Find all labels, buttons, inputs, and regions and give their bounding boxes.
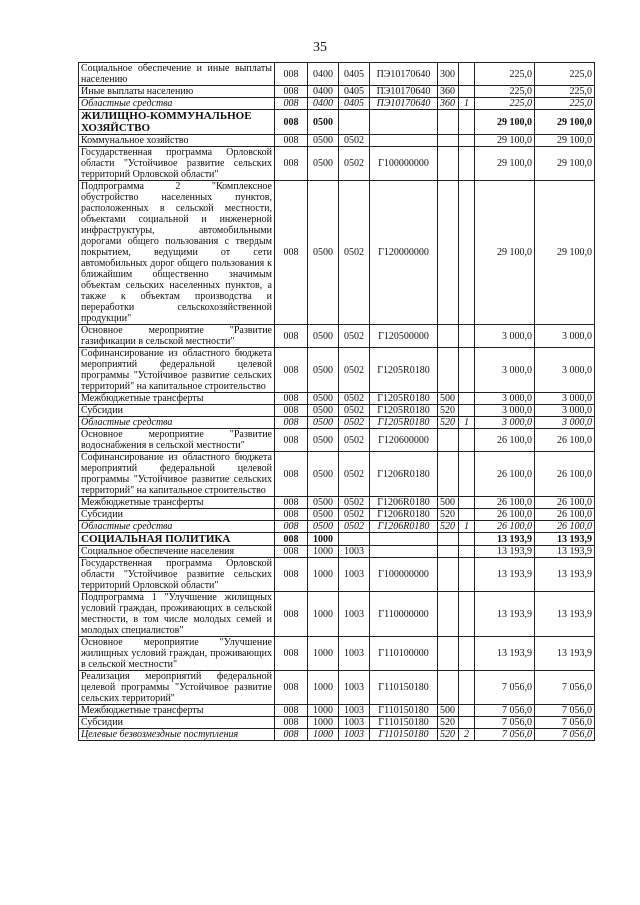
cell-name: Подпрограмма 1 "Улучшение жилищных условий граждан, проживающих в сельской местности, в том числе молодых семей и молодых специалистов" [79, 592, 275, 637]
cell-amount-2: 29 100,0 [535, 181, 595, 325]
cell-amount-1: 225,0 [475, 63, 535, 86]
cell-expense-type [438, 348, 459, 393]
cell-subsection-code: 1003 [339, 558, 370, 592]
cell-ministry-code: 008 [275, 521, 308, 533]
cell-section-code: 0500 [308, 452, 339, 497]
cell-section-code: 0500 [308, 181, 339, 325]
cell-expense-type: 500 [438, 705, 459, 717]
cell-amount-2: 13 193,9 [535, 637, 595, 671]
cell-target-article: Г110150180 [370, 705, 438, 717]
cell-amount-1: 3 000,0 [475, 348, 535, 393]
cell-expense-type [438, 429, 459, 452]
cell-amount-1: 3 000,0 [475, 393, 535, 405]
table-row [79, 533, 595, 546]
cell-subsection-code: 0502 [339, 135, 370, 147]
cell-section-code: 1000 [308, 729, 339, 741]
cell-amount-1: 26 100,0 [475, 497, 535, 509]
cell-expense-type [438, 637, 459, 671]
cell-ministry-code: 008 [275, 497, 308, 509]
cell-subsection-code: 0502 [339, 393, 370, 405]
cell-section-code: 1000 [308, 717, 339, 729]
cell-section-code: 0500 [308, 348, 339, 393]
cell-subsection-code: 0502 [339, 325, 370, 348]
cell-name: Социальное обеспечение и иные выплаты населению [79, 63, 275, 86]
cell-target-article [370, 110, 438, 135]
cell-subsection-code: 1003 [339, 705, 370, 717]
cell-section-code: 0500 [308, 110, 339, 135]
cell-amount-2: 26 100,0 [535, 521, 595, 533]
cell-funding-source [459, 110, 475, 135]
table-row [79, 147, 595, 181]
cell-funding-source [459, 147, 475, 181]
cell-subsection-code: 0502 [339, 348, 370, 393]
cell-subsection-code: 0405 [339, 86, 370, 98]
cell-subsection-code: 0502 [339, 521, 370, 533]
cell-amount-2: 13 193,9 [535, 558, 595, 592]
cell-funding-source [459, 348, 475, 393]
cell-target-article: Г1206R0180 [370, 521, 438, 533]
cell-ministry-code: 008 [275, 98, 308, 110]
cell-amount-2: 225,0 [535, 63, 595, 86]
cell-ministry-code: 008 [275, 509, 308, 521]
cell-expense-type: 520 [438, 509, 459, 521]
cell-amount-2: 13 193,9 [535, 546, 595, 558]
cell-expense-type: 520 [438, 717, 459, 729]
cell-expense-type [438, 592, 459, 637]
table-row [79, 671, 595, 705]
cell-funding-source [459, 592, 475, 637]
cell-amount-1: 3 000,0 [475, 325, 535, 348]
cell-section-code: 0400 [308, 63, 339, 86]
table-row [79, 86, 595, 98]
cell-funding-source [459, 497, 475, 509]
cell-amount-1: 3 000,0 [475, 417, 535, 429]
cell-target-article: Г110150180 [370, 729, 438, 741]
cell-amount-1: 13 193,9 [475, 637, 535, 671]
cell-name: Субсидии [79, 509, 275, 521]
table-row [79, 637, 595, 671]
cell-ministry-code: 008 [275, 452, 308, 497]
cell-section-code: 0500 [308, 417, 339, 429]
cell-section-code: 0500 [308, 497, 339, 509]
cell-expense-type: 360 [438, 86, 459, 98]
cell-amount-1: 29 100,0 [475, 147, 535, 181]
cell-funding-source [459, 429, 475, 452]
cell-ministry-code: 008 [275, 717, 308, 729]
cell-name: СОЦИАЛЬНАЯ ПОЛИТИКА [79, 533, 275, 546]
cell-expense-type [438, 325, 459, 348]
cell-funding-source [459, 671, 475, 705]
cell-amount-1: 3 000,0 [475, 405, 535, 417]
cell-expense-type [438, 110, 459, 135]
cell-amount-1: 13 193,9 [475, 592, 535, 637]
cell-name: Софинансирование из областного бюджета мероприятий федеральной целевой программы "Устойчивое развитие сельских территорий" на капитальное строительство [79, 452, 275, 497]
cell-name: Субсидии [79, 405, 275, 417]
cell-expense-type [438, 671, 459, 705]
cell-funding-source [459, 637, 475, 671]
cell-name: Основное мероприятие "Развитие газификации в сельской местности" [79, 325, 275, 348]
cell-name: Областные средства [79, 417, 275, 429]
cell-subsection-code: 0405 [339, 98, 370, 110]
cell-name: Целевые безвозмездные поступления [79, 729, 275, 741]
cell-target-article: Г110100000 [370, 637, 438, 671]
table-row [79, 521, 595, 533]
cell-amount-1: 13 193,9 [475, 558, 535, 592]
cell-section-code: 1000 [308, 592, 339, 637]
cell-amount-2: 29 100,0 [535, 110, 595, 135]
cell-ministry-code: 008 [275, 558, 308, 592]
cell-name: Подпрограмма 2 "Комплексное обустройство населенных пунктов, расположенных в сельской местности, объектами социальной и инженерной инфраструктуры, автомобильными дорогами общего пользования с твердым покрытием, ведущими от сети автомобильных дорог общего пользования к ближайшим общественно значимым объектам сельских населенных пунктов, а также к объектам производства и переработки сельскохозяйственной продукции" [79, 181, 275, 325]
cell-funding-source [459, 558, 475, 592]
budget-table [78, 62, 595, 741]
table-row [79, 63, 595, 86]
cell-subsection-code: 0502 [339, 429, 370, 452]
cell-expense-type: 500 [438, 497, 459, 509]
cell-funding-source [459, 325, 475, 348]
cell-ministry-code: 008 [275, 63, 308, 86]
table-row [79, 348, 595, 393]
cell-section-code: 0500 [308, 521, 339, 533]
cell-name: Коммунальное хозяйство [79, 135, 275, 147]
cell-name: Основное мероприятие "Улучшение жилищных условий граждан, проживающих в сельской местности" [79, 637, 275, 671]
cell-amount-1: 225,0 [475, 86, 535, 98]
cell-target-article: Г100000000 [370, 147, 438, 181]
cell-name: Межбюджетные трансферты [79, 393, 275, 405]
table-row [79, 452, 595, 497]
cell-ministry-code: 008 [275, 86, 308, 98]
cell-expense-type [438, 147, 459, 181]
cell-section-code: 0400 [308, 86, 339, 98]
cell-subsection-code: 1003 [339, 637, 370, 671]
table-body [79, 63, 595, 741]
cell-ministry-code: 008 [275, 110, 308, 135]
cell-ministry-code: 008 [275, 429, 308, 452]
cell-subsection-code: 0502 [339, 452, 370, 497]
cell-expense-type: 300 [438, 63, 459, 86]
cell-section-code: 0500 [308, 393, 339, 405]
cell-target-article: Г110150180 [370, 717, 438, 729]
cell-name: Реализация мероприятий федеральной целевой программы "Устойчивое развитие сельских территорий" [79, 671, 275, 705]
cell-section-code: 0500 [308, 135, 339, 147]
cell-amount-2: 3 000,0 [535, 348, 595, 393]
cell-name: Государственная программа Орловской области "Устойчивое развитие сельских территорий Орловской области" [79, 558, 275, 592]
cell-section-code: 0400 [308, 98, 339, 110]
cell-expense-type: 500 [438, 393, 459, 405]
cell-target-article [370, 533, 438, 546]
cell-funding-source [459, 393, 475, 405]
cell-expense-type: 520 [438, 417, 459, 429]
cell-ministry-code: 008 [275, 705, 308, 717]
cell-section-code: 1000 [308, 546, 339, 558]
cell-expense-type [438, 452, 459, 497]
page-number: 35 [313, 40, 327, 55]
table-row [79, 405, 595, 417]
cell-target-article: Г1206R0180 [370, 497, 438, 509]
cell-section-code: 0500 [308, 405, 339, 417]
cell-funding-source [459, 509, 475, 521]
cell-subsection-code: 0502 [339, 147, 370, 181]
cell-expense-type: 520 [438, 521, 459, 533]
cell-target-article: ПЭ10170640 [370, 63, 438, 86]
cell-section-code: 1000 [308, 558, 339, 592]
table-row [79, 325, 595, 348]
cell-section-code: 0500 [308, 147, 339, 181]
cell-name: Социальное обеспечение населения [79, 546, 275, 558]
table-row [79, 497, 595, 509]
cell-name: Софинансирование из областного бюджета мероприятий федеральной целевой программы "Устойчивое развитие сельских территорий" на капитальное строительство [79, 348, 275, 393]
cell-amount-1: 7 056,0 [475, 717, 535, 729]
cell-name: Межбюджетные трансферты [79, 705, 275, 717]
cell-section-code: 0500 [308, 509, 339, 521]
cell-funding-source [459, 181, 475, 325]
table-row [79, 393, 595, 405]
cell-name: Областные средства [79, 98, 275, 110]
cell-target-article [370, 546, 438, 558]
cell-section-code: 0500 [308, 325, 339, 348]
cell-target-article: Г1205R0180 [370, 417, 438, 429]
cell-funding-source: 2 [459, 729, 475, 741]
cell-funding-source [459, 63, 475, 86]
table-row [79, 592, 595, 637]
cell-target-article: Г110150180 [370, 671, 438, 705]
table-row [79, 429, 595, 452]
cell-target-article: Г120000000 [370, 181, 438, 325]
cell-ministry-code: 008 [275, 592, 308, 637]
cell-ministry-code: 008 [275, 181, 308, 325]
cell-amount-1: 26 100,0 [475, 521, 535, 533]
cell-amount-1: 225,0 [475, 98, 535, 110]
cell-expense-type [438, 135, 459, 147]
cell-funding-source [459, 717, 475, 729]
table-row [79, 558, 595, 592]
cell-expense-type: 520 [438, 729, 459, 741]
cell-amount-2: 3 000,0 [535, 417, 595, 429]
cell-name: Государственная программа Орловской области "Устойчивое развитие сельских территорий Орловской области" [79, 147, 275, 181]
cell-amount-2: 26 100,0 [535, 509, 595, 521]
cell-amount-1: 13 193,9 [475, 546, 535, 558]
cell-ministry-code: 008 [275, 637, 308, 671]
cell-amount-1: 26 100,0 [475, 452, 535, 497]
cell-funding-source [459, 86, 475, 98]
cell-expense-type [438, 181, 459, 325]
cell-target-article: Г100000000 [370, 558, 438, 592]
cell-name: ЖИЛИЩНО-КОММУНАЛЬНОЕ ХОЗЯЙСТВО [79, 110, 275, 135]
cell-section-code: 1000 [308, 671, 339, 705]
cell-name: Основное мероприятие "Развитие водоснабжения в сельской местности" [79, 429, 275, 452]
cell-amount-2: 7 056,0 [535, 717, 595, 729]
table-row [79, 509, 595, 521]
cell-target-article: Г1206R0180 [370, 452, 438, 497]
cell-ministry-code: 008 [275, 417, 308, 429]
cell-target-article: Г120600000 [370, 429, 438, 452]
cell-ministry-code: 008 [275, 325, 308, 348]
cell-target-article: Г110000000 [370, 592, 438, 637]
cell-expense-type [438, 558, 459, 592]
cell-subsection-code [339, 110, 370, 135]
cell-funding-source: 1 [459, 521, 475, 533]
cell-amount-2: 29 100,0 [535, 147, 595, 181]
cell-subsection-code: 1003 [339, 671, 370, 705]
cell-subsection-code: 0502 [339, 405, 370, 417]
cell-funding-source [459, 533, 475, 546]
cell-amount-2: 3 000,0 [535, 325, 595, 348]
table-row [79, 705, 595, 717]
cell-funding-source [459, 705, 475, 717]
cell-section-code: 1000 [308, 637, 339, 671]
cell-target-article: Г1205R0180 [370, 348, 438, 393]
cell-amount-1: 29 100,0 [475, 181, 535, 325]
table-row [79, 417, 595, 429]
cell-funding-source: 1 [459, 417, 475, 429]
cell-amount-2: 7 056,0 [535, 671, 595, 705]
cell-subsection-code: 0502 [339, 181, 370, 325]
cell-subsection-code: 1003 [339, 546, 370, 558]
cell-funding-source [459, 135, 475, 147]
cell-subsection-code [339, 533, 370, 546]
cell-subsection-code: 0405 [339, 63, 370, 86]
cell-amount-1: 29 100,0 [475, 110, 535, 135]
table-row [79, 135, 595, 147]
cell-ministry-code: 008 [275, 729, 308, 741]
cell-expense-type: 360 [438, 98, 459, 110]
cell-amount-2: 225,0 [535, 98, 595, 110]
cell-subsection-code: 0502 [339, 509, 370, 521]
cell-funding-source [459, 405, 475, 417]
cell-ministry-code: 008 [275, 405, 308, 417]
cell-amount-1: 29 100,0 [475, 135, 535, 147]
cell-ministry-code: 008 [275, 135, 308, 147]
cell-target-article: ПЭ10170640 [370, 86, 438, 98]
cell-ministry-code: 008 [275, 393, 308, 405]
table-row [79, 546, 595, 558]
cell-expense-type [438, 546, 459, 558]
cell-subsection-code: 1003 [339, 592, 370, 637]
cell-ministry-code: 008 [275, 348, 308, 393]
cell-section-code: 0500 [308, 429, 339, 452]
cell-amount-2: 225,0 [535, 86, 595, 98]
cell-amount-1: 7 056,0 [475, 729, 535, 741]
cell-section-code: 1000 [308, 705, 339, 717]
cell-amount-1: 26 100,0 [475, 509, 535, 521]
cell-funding-source [459, 546, 475, 558]
cell-ministry-code: 008 [275, 546, 308, 558]
table-row [79, 181, 595, 325]
cell-subsection-code: 1003 [339, 729, 370, 741]
cell-amount-2: 26 100,0 [535, 497, 595, 509]
cell-ministry-code: 008 [275, 147, 308, 181]
cell-amount-2: 13 193,9 [535, 533, 595, 546]
cell-target-article: Г1206R0180 [370, 509, 438, 521]
table-row [79, 717, 595, 729]
cell-target-article [370, 135, 438, 147]
cell-target-article: Г1205R0180 [370, 405, 438, 417]
cell-expense-type: 520 [438, 405, 459, 417]
cell-name: Субсидии [79, 717, 275, 729]
cell-ministry-code: 008 [275, 533, 308, 546]
cell-name: Областные средства [79, 521, 275, 533]
cell-amount-1: 7 056,0 [475, 705, 535, 717]
cell-amount-2: 3 000,0 [535, 393, 595, 405]
table-row [79, 729, 595, 741]
cell-name: Иные выплаты населению [79, 86, 275, 98]
cell-amount-1: 7 056,0 [475, 671, 535, 705]
cell-subsection-code: 0502 [339, 497, 370, 509]
cell-subsection-code: 1003 [339, 717, 370, 729]
cell-amount-1: 26 100,0 [475, 429, 535, 452]
cell-target-article: ПЭ10170640 [370, 98, 438, 110]
cell-funding-source: 1 [459, 98, 475, 110]
cell-expense-type [438, 533, 459, 546]
cell-ministry-code: 008 [275, 671, 308, 705]
cell-subsection-code: 0502 [339, 417, 370, 429]
table-row [79, 98, 595, 110]
cell-amount-2: 29 100,0 [535, 135, 595, 147]
cell-target-article: Г120500000 [370, 325, 438, 348]
cell-amount-2: 7 056,0 [535, 729, 595, 741]
cell-amount-2: 26 100,0 [535, 429, 595, 452]
cell-name: Межбюджетные трансферты [79, 497, 275, 509]
table-row [79, 110, 595, 135]
cell-funding-source [459, 452, 475, 497]
cell-section-code: 1000 [308, 533, 339, 546]
cell-amount-2: 26 100,0 [535, 452, 595, 497]
cell-amount-2: 3 000,0 [535, 405, 595, 417]
cell-amount-2: 13 193,9 [535, 592, 595, 637]
cell-amount-2: 7 056,0 [535, 705, 595, 717]
cell-target-article: Г1205R0180 [370, 393, 438, 405]
cell-amount-1: 13 193,9 [475, 533, 535, 546]
